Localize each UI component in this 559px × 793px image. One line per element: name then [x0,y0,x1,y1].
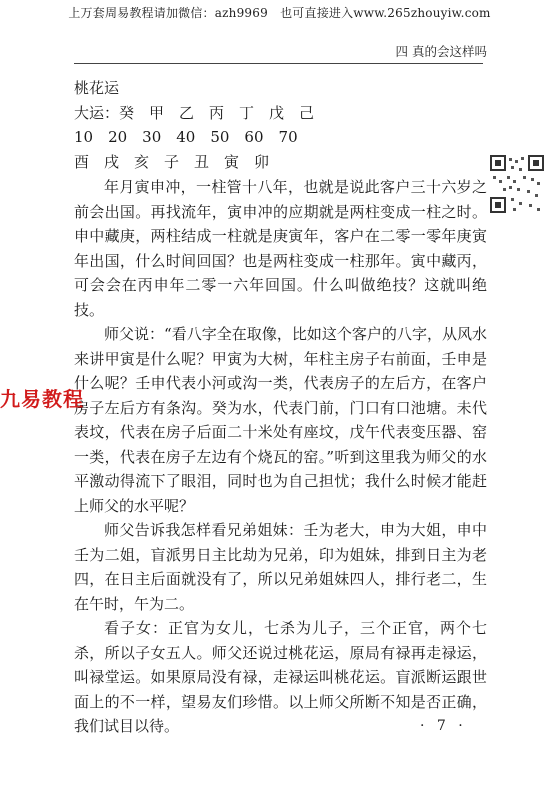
chapter-title: 四 真的会这样吗 [395,44,487,59]
header-rule [74,63,483,64]
branches-line: 酉 戌 亥 子 丑 寅 卯 [74,152,270,171]
chart-block [74,76,494,174]
body-text [74,175,487,739]
dayun-line: 大运：癸 甲 乙 丙 丁 戊 己 [74,103,315,122]
watermark-logo: 九易教程 [0,387,84,411]
paragraph: 年月寅申冲，一柱管十八年，也就是说此客户三十六岁之前会出国。再找流年，寅申冲的应期就是两柱变成一柱之时。申中藏庚，两柱结成一柱就是庚寅年，客户在二零一零年庚寅年出国，什么时间回国？也是两柱变成一柱那年。寅中藏丙，可会会在丙申年二零一六年回国。什么叫做绝技？这就叫绝技。 [74,178,487,319]
header-banner: 上万套周易教程请加微信：azh9969 也可直接进入www.265zhouyiw.com [68,6,491,20]
page-number: · 7 · [420,718,467,734]
paragraph: 师父说：“看八字全在取像，比如这个客户的八字，从风水来讲甲寅是什么呢？甲寅为大树，年柱主房子右前面，壬申是什么呢？壬申代表小河或沟一类，代表房子的左后方，在客户房子左后方有条沟。癸为水，代表门前，门口有口池塘。未代表坟，代表在房子后面二十米处有座坟，戊午代表变压器、窑一类，代表在房子左边有个烧瓦的窑。”听到这里我为师父的水平激动得流下了眼泪，同时也为自己担忧；我什么时候才能赶上师父的水平呢？ [74,325,487,515]
section-title: 桃花运 [74,79,120,97]
qr-code-icon [489,154,545,214]
paragraph: 看子女：正官为女儿，七杀为儿子，三个正官，两个七杀，所以子女五人。师父还说过桃花运，原局有禄再走禄运，叫禄堂运。如果原局没有禄，走禄运叫桃花运。盲派断运跟世面上的不一样，望易友们珍惜。以上师父所断不知是否正确，我们试目以待。 [74,619,487,735]
paragraph: 师父告诉我怎样看兄弟姐妹：壬为老大，申为大姐，申中壬为二姐，盲派男日主比劫为兄弟，印为姐妹，排到日主为老四，在日主后面就没有了，所以兄弟姐妹四人，排行老二，生在午时，午为二。 [74,521,487,613]
ages-line: 10 20 30 40 50 60 70 [74,128,298,146]
